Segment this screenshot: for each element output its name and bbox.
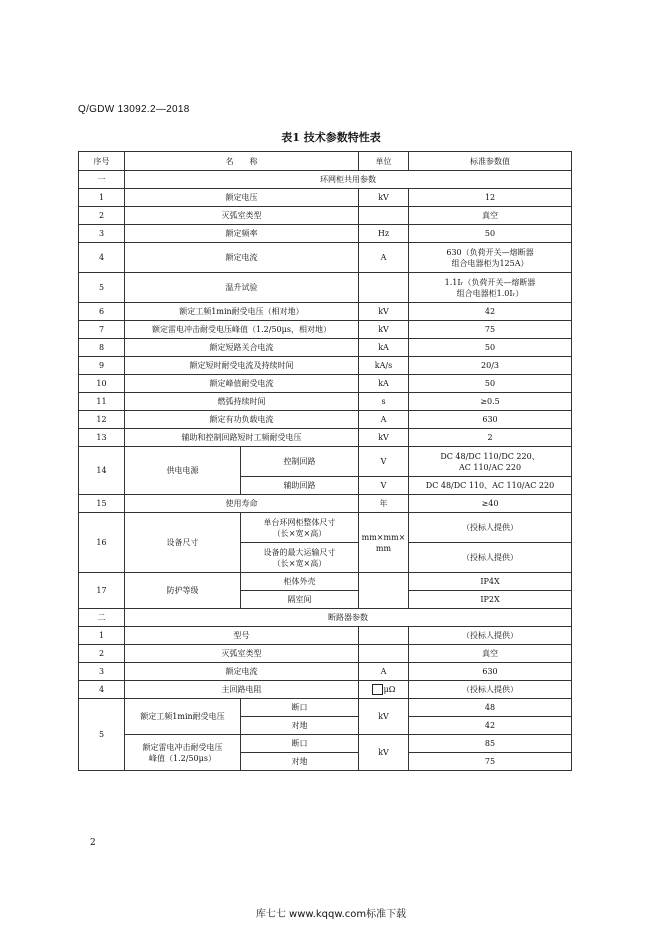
row-name: 额定峰值耐受电流 (125, 375, 359, 393)
row-name: 设备尺寸 (125, 513, 241, 573)
row-name: 额定有功负载电流 (125, 411, 359, 429)
row-value: 20/3 (409, 357, 572, 375)
row-name: 额定工频1min耐受电压 (125, 699, 241, 735)
row-value: IP4X (409, 573, 572, 591)
row-no: 9 (79, 357, 125, 375)
row-no: 6 (79, 303, 125, 321)
sub-name (241, 513, 359, 543)
page-number: 2 (90, 838, 96, 848)
table-row (79, 393, 572, 411)
row-no: 15 (79, 495, 125, 513)
row-value: 75 (409, 753, 572, 771)
row-name: 额定电流 (125, 243, 359, 273)
row-unit: A (359, 243, 409, 273)
row-no: 1 (79, 189, 125, 207)
value-line: 组合电器柜为125A） (451, 258, 529, 268)
table-row (79, 447, 572, 477)
row-name (125, 735, 241, 771)
section-row (79, 171, 572, 189)
row-name: 额定短时耐受电流及持续时间 (125, 357, 359, 375)
table-row (79, 573, 572, 591)
table-row (79, 375, 572, 393)
table-row (79, 495, 572, 513)
table-row (79, 627, 572, 645)
row-no: 8 (79, 339, 125, 357)
document-code: Q/GDW 13092.2—2018 (78, 104, 190, 115)
row-value (409, 447, 572, 477)
value-line: DC 48/DC 110/DC 220、 (440, 451, 540, 461)
row-no: 17 (79, 573, 125, 609)
header-unit: 单位 (359, 152, 409, 171)
name-line: 额定雷电冲击耐受电压 (142, 742, 223, 752)
unit-text: μΩ (383, 684, 396, 694)
row-value: DC 48/DC 110、AC 110/AC 220 (409, 477, 572, 495)
row-unit (359, 681, 409, 699)
table-row (79, 321, 572, 339)
square-icon (372, 684, 383, 695)
row-unit (359, 513, 409, 573)
row-value: 真空 (409, 645, 572, 663)
sub-name: 对地 (241, 753, 359, 771)
row-name: 主回路电阻 (125, 681, 359, 699)
name-line: 单台环网柜整体尺寸 (263, 517, 336, 527)
row-unit: kV (359, 321, 409, 339)
row-unit (359, 273, 409, 303)
row-name: 额定频率 (125, 225, 359, 243)
row-name: 防护等级 (125, 573, 241, 609)
row-name: 型号 (125, 627, 359, 645)
name-line: （长×宽×高） (272, 558, 327, 568)
row-no: 12 (79, 411, 125, 429)
row-unit: Hz (359, 225, 409, 243)
row-value: ≥40 (409, 495, 572, 513)
row-unit: kV (359, 303, 409, 321)
row-unit (359, 627, 409, 645)
row-no: 14 (79, 447, 125, 495)
sub-name (241, 543, 359, 573)
table-row (79, 189, 572, 207)
row-value: 50 (409, 375, 572, 393)
row-value: 真空 (409, 207, 572, 225)
row-no: 5 (79, 273, 125, 303)
table-row (79, 357, 572, 375)
table-row (79, 429, 572, 447)
technical-parameter-table (78, 151, 572, 771)
row-unit: kA/s (359, 357, 409, 375)
section-no: 一 (79, 171, 125, 189)
row-no: 5 (79, 699, 125, 771)
value-line: 组合电器柜1.0Iᵣ） (456, 288, 524, 298)
section-no: 二 (79, 609, 125, 627)
row-no: 2 (79, 207, 125, 225)
row-name: 灭弧室类型 (125, 207, 359, 225)
table-row (79, 681, 572, 699)
row-unit: V (359, 447, 409, 477)
unit-line: mm (375, 543, 392, 553)
section-title: 断路器参数 (125, 609, 572, 627)
header-no: 序号 (79, 152, 125, 171)
row-unit (359, 207, 409, 225)
name-line: （长×宽×高） (272, 528, 327, 538)
table-row (79, 645, 572, 663)
value-line: 1.1Iᵣ（负荷开关—熔断器 (444, 277, 536, 287)
sub-name: 柜体外壳 (241, 573, 359, 591)
row-value: （投标人提供） (409, 543, 572, 573)
table-row (79, 225, 572, 243)
row-name: 额定雷电冲击耐受电压峰值（1.2/50μs，相对地） (125, 321, 359, 339)
row-name: 使用寿命 (125, 495, 359, 513)
header-row (79, 152, 572, 171)
row-value (409, 243, 572, 273)
row-unit: kA (359, 339, 409, 357)
row-value: 48 (409, 699, 572, 717)
row-name: 供电电源 (125, 447, 241, 495)
row-no: 13 (79, 429, 125, 447)
row-unit: 年 (359, 495, 409, 513)
header-value: 标准参数值 (409, 152, 572, 171)
table-row (79, 303, 572, 321)
row-no: 4 (79, 243, 125, 273)
row-name: 温升试验 (125, 273, 359, 303)
row-name: 额定工频1min耐受电压（相对地） (125, 303, 359, 321)
row-value: 12 (409, 189, 572, 207)
value-line: 630（负荷开关—熔断器 (446, 247, 534, 257)
row-unit: kV (359, 189, 409, 207)
row-value: ≥0.5 (409, 393, 572, 411)
table-row (79, 663, 572, 681)
row-value: 42 (409, 303, 572, 321)
row-unit: kA (359, 375, 409, 393)
row-unit: kV (359, 429, 409, 447)
row-unit: A (359, 411, 409, 429)
row-no: 11 (79, 393, 125, 411)
row-unit (359, 573, 409, 609)
table-row (79, 273, 572, 303)
table-row (79, 207, 572, 225)
row-unit (359, 645, 409, 663)
table-row (79, 513, 572, 543)
row-no: 2 (79, 645, 125, 663)
row-value: （投标人提供） (409, 627, 572, 645)
row-value: 75 (409, 321, 572, 339)
row-value: 85 (409, 735, 572, 753)
table-title: 表1 技术参数特性表 (281, 131, 381, 144)
row-unit: s (359, 393, 409, 411)
row-value (409, 273, 572, 303)
section-row (79, 609, 572, 627)
row-name: 燃弧持续时间 (125, 393, 359, 411)
row-value: 630 (409, 663, 572, 681)
row-name: 辅助和控制回路短时工频耐受电压 (125, 429, 359, 447)
header-name: 名 称 (125, 152, 359, 171)
table-row (79, 735, 572, 753)
row-value: （投标人提供） (409, 681, 572, 699)
row-value: 42 (409, 717, 572, 735)
table-row (79, 243, 572, 273)
sub-name: 断口 (241, 735, 359, 753)
sub-name: 断口 (241, 699, 359, 717)
row-no: 7 (79, 321, 125, 339)
row-name: 额定电压 (125, 189, 359, 207)
row-unit: kV (359, 735, 409, 771)
row-no: 16 (79, 513, 125, 573)
table-row (79, 411, 572, 429)
row-no: 3 (79, 225, 125, 243)
sub-name: 控制回路 (241, 447, 359, 477)
row-name: 额定短路关合电流 (125, 339, 359, 357)
row-value: IP2X (409, 591, 572, 609)
section-title: 环网柜共用参数 (125, 171, 572, 189)
sub-name: 辅助回路 (241, 477, 359, 495)
row-value: 50 (409, 339, 572, 357)
sub-name: 对地 (241, 717, 359, 735)
row-unit: kV (359, 699, 409, 735)
value-line: AC 110/AC 220 (458, 462, 522, 472)
row-name: 额定电流 (125, 663, 359, 681)
row-unit: A (359, 663, 409, 681)
row-value: （投标人提供） (409, 513, 572, 543)
row-value: 50 (409, 225, 572, 243)
table-row (79, 339, 572, 357)
row-no: 3 (79, 663, 125, 681)
row-no: 4 (79, 681, 125, 699)
sub-name: 隔室间 (241, 591, 359, 609)
row-value: 2 (409, 429, 572, 447)
row-no: 1 (79, 627, 125, 645)
unit-line: mm×mm× (361, 532, 406, 542)
name-line: 峰值（1.2/50μs） (149, 753, 216, 763)
row-value: 630 (409, 411, 572, 429)
row-no: 10 (79, 375, 125, 393)
footer-watermark: 库七七 www.kqqw.com标准下载 (255, 909, 407, 920)
row-name: 灭弧室类型 (125, 645, 359, 663)
name-line: 设备的最大运输尺寸 (263, 547, 336, 557)
table-row (79, 699, 572, 717)
row-unit: V (359, 477, 409, 495)
